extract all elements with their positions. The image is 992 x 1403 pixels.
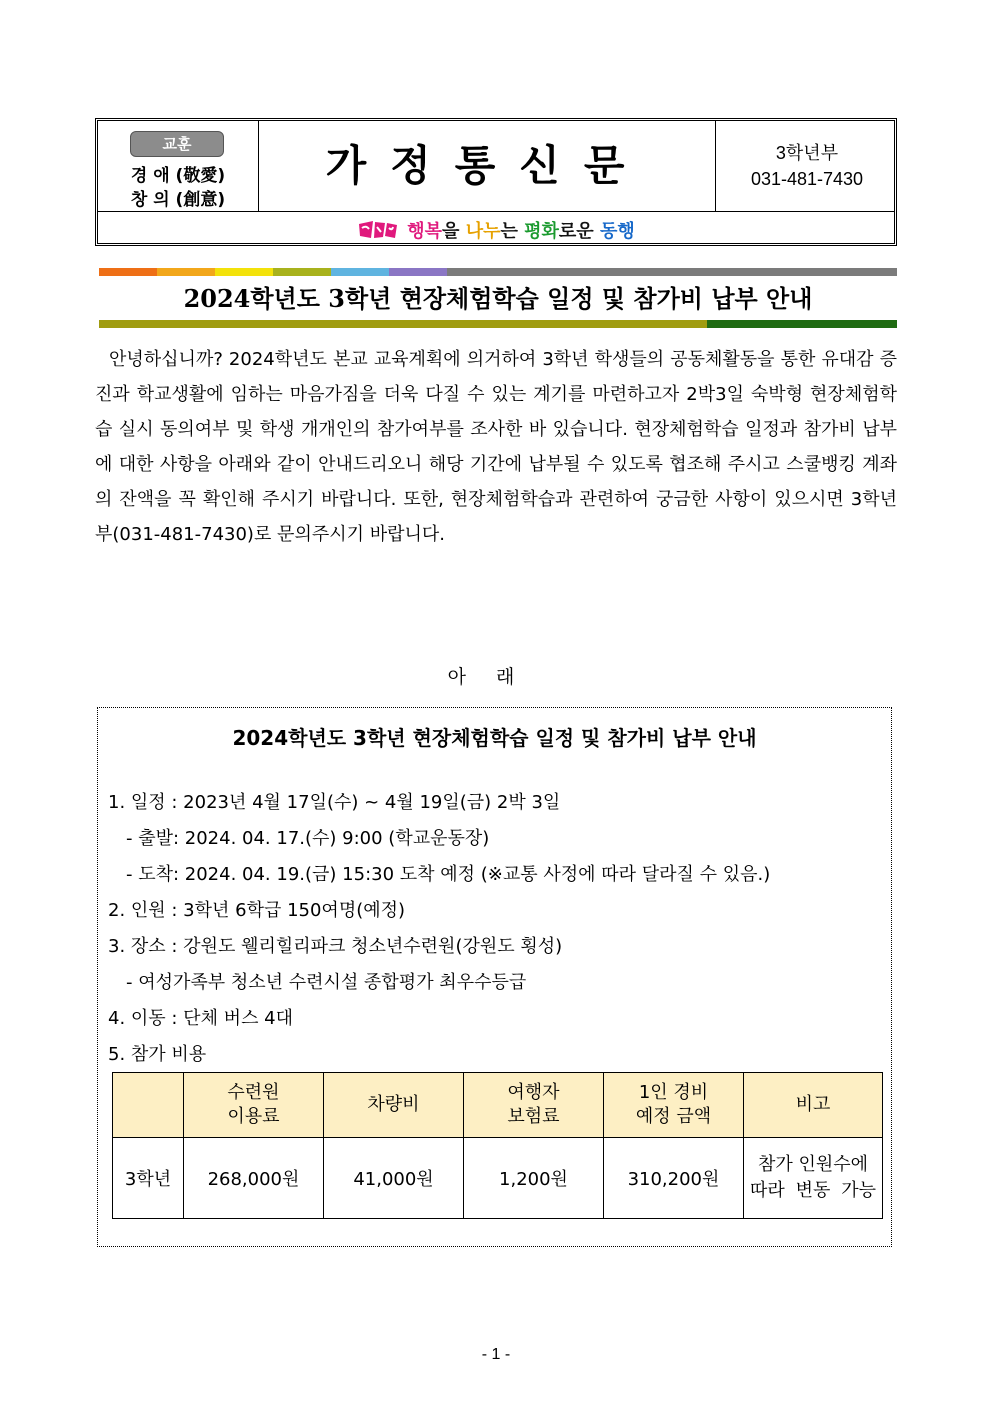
banner-stripe-bottom	[99, 320, 897, 328]
slogan-row	[98, 212, 894, 244]
stripe-segment	[331, 268, 389, 276]
slogan	[357, 217, 634, 243]
banner-title: 2024학년도 3학년 현장체험학습 일정 및 참가비 납부 안내	[183, 284, 813, 313]
stripe-segment	[447, 268, 897, 276]
item-personnel: 2. 인원 : 3학년 6학급 150여명(예정)	[108, 900, 406, 921]
slogan-part-2: 을	[442, 221, 466, 242]
slogan-part-7: 동행	[599, 221, 635, 242]
cost-table-row	[113, 1138, 883, 1219]
department-contact	[715, 121, 898, 211]
cell-grade: 3학년	[113, 1138, 184, 1219]
slogan-part-6: 로운	[558, 221, 600, 242]
details-title: 2024학년도 3학년 현장체험학습 일정 및 참가비 납부 안내	[232, 726, 757, 750]
stripe-segment	[273, 268, 331, 276]
school-motto	[98, 121, 259, 211]
item-transport: 4. 이동 : 단체 버스 4대	[108, 1008, 294, 1029]
details-box	[97, 707, 892, 1247]
item-location: 3. 장소 : 강원도 웰리힐리파크 청소년수련원(강원도 횡성)	[108, 936, 563, 957]
stripe-segment	[389, 268, 447, 276]
motto-badge: 교훈	[130, 131, 224, 157]
header-cell-total-per-person: 1인 경비 예정 금액	[604, 1073, 744, 1138]
school-logo-icon	[357, 220, 399, 240]
newsletter-header	[95, 118, 897, 246]
stripe-segment	[215, 268, 273, 276]
header-top-row	[98, 121, 894, 212]
item-schedule-arrival: - 도착: 2024. 04. 19.(금) 15:30 도착 예정 (※교통 사정에 따라 달라질 수 있음.)	[126, 864, 771, 885]
intro-paragraph: 안녕하십니까? 2024학년도 본교 교육계획에 의거하여 3학년 학생들의 공동체활동을 통한 유대감 증진과 학교생활에 임하는 마음가짐을 더욱 다질 수 있는 계기를 마련하고자 2박3일 숙박형 현장체험학습 실시 동의여부 및 학생 개개인의 참가여부를 조사한 바 있습니다. 현장체험학습 일정과 참가비 납부에 대한 사항을 아래와 같이 안내드리오니 해당 기간에 납부될 수 있도록 협조해 주시고 스쿨뱅킹 계좌의 잔액을 꼭 확인해 주시기 바랍니다. 또한, 현장체험학습과 관련하여 궁금한 사항이 있으시면 3학년부(031-481-7430)로 문의주시기 바랍니다.	[95, 349, 897, 545]
header-cell-insurance-fee: 여행자 보험료	[464, 1073, 604, 1138]
stripe-segment	[707, 320, 897, 328]
item-location-note: - 여성가족부 청소년 수련시설 종합평가 최우수등급	[126, 972, 527, 993]
below-heading: 아래	[447, 666, 545, 688]
header-cell-blank	[113, 1073, 184, 1138]
cost-table	[112, 1072, 883, 1219]
cell-facility-fee: 268,000원	[184, 1138, 324, 1219]
banner-stripe-top	[99, 268, 897, 276]
stripe-segment	[99, 268, 157, 276]
cost-table-header-row	[113, 1073, 883, 1138]
stripe-segment	[157, 268, 215, 276]
slogan-part-3: 나누	[465, 221, 501, 242]
department-name: 3학년부	[775, 143, 839, 163]
newsletter-title: 가정통신문	[325, 141, 649, 190]
slogan-part-4: 는	[500, 221, 525, 242]
cell-remarks: 참가 인원수에 따라 변동 가능	[744, 1138, 883, 1219]
stripe-segment	[99, 320, 707, 328]
department-phone: 031-481-7430	[750, 169, 864, 189]
motto-line-1: 경 애 (敬愛)	[130, 166, 226, 186]
cell-insurance-fee: 1,200원	[464, 1138, 604, 1219]
cell-total-per-person: 310,200원	[604, 1138, 744, 1219]
slogan-part-1: 행복	[407, 221, 443, 242]
header-cell-facility-fee: 수련원 이용료	[184, 1073, 324, 1138]
motto-line-2: 창 의 (創意)	[130, 190, 226, 210]
cell-vehicle-fee: 41,000원	[324, 1138, 464, 1219]
notice-banner	[99, 268, 897, 330]
item-schedule-departure: - 출발: 2024. 04. 17.(수) 9:00 (학교운동장)	[126, 828, 490, 849]
page-number: - 1 -	[481, 1346, 511, 1363]
item-cost: 5. 참가 비용	[108, 1044, 207, 1065]
slogan-part-5: 평화	[524, 221, 559, 242]
header-cell-vehicle-fee: 차량비	[324, 1073, 464, 1138]
header-cell-remarks: 비고	[744, 1073, 883, 1138]
item-schedule: 1. 일정 : 2023년 4월 17일(수) ~ 4월 19일(금) 2박 3일	[108, 792, 561, 813]
